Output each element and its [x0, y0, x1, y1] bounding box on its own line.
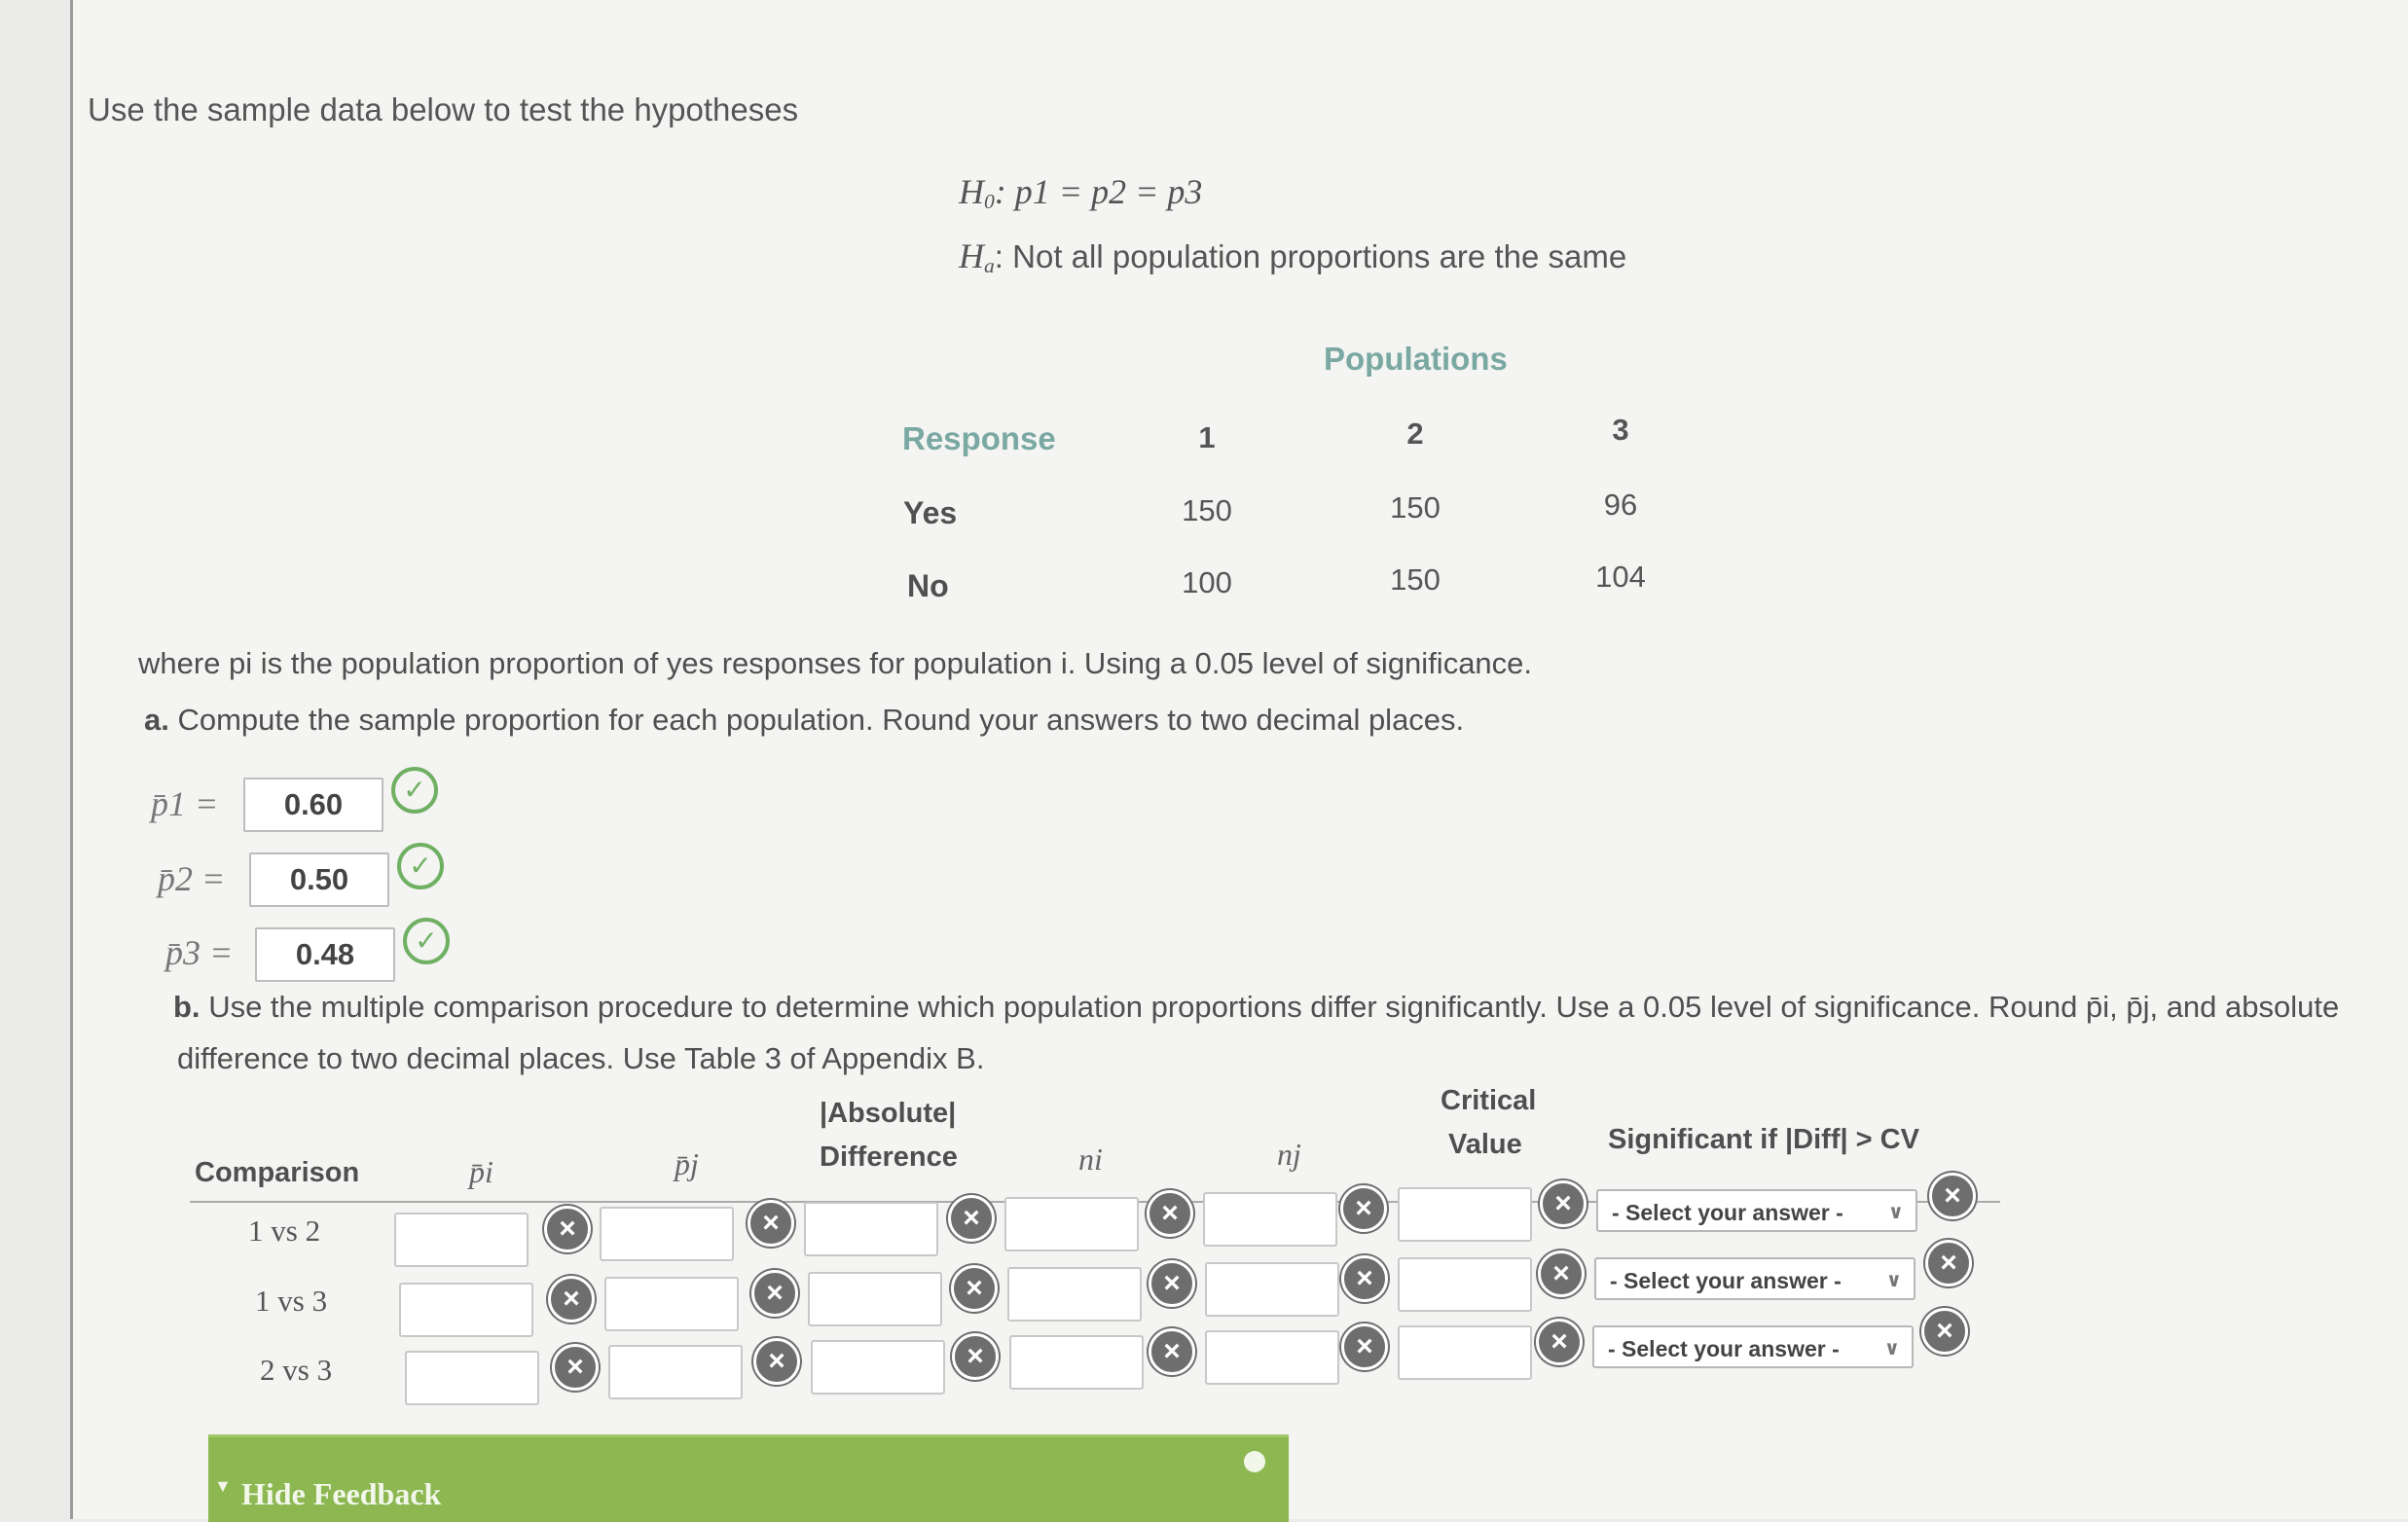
incorrect-icon: × [951, 1265, 998, 1312]
significance-header: Significant if |Diff| > CV [1608, 1124, 1919, 1155]
row-label-no: No [907, 568, 949, 603]
comparison-label-1vs2: 1 vs 2 [248, 1214, 321, 1248]
where-text: where pi is the population proportion of yes responses for population i. Using a 0.05 level of significance. [138, 646, 1533, 680]
hide-feedback-bar[interactable] [208, 1434, 1289, 1522]
col-header-2: 2 [1406, 417, 1424, 451]
part-b-text: Use the multiple comparison procedure to determine which population proportions differ significantly. Use a 0.05 level of significance. Round p̄i, p̄j, and absolute [208, 990, 2340, 1024]
pi-input-1vs2[interactable] [394, 1213, 529, 1267]
p2-label: p̄2 = [158, 859, 226, 898]
absdiff-header-1: |Absolute| [820, 1098, 957, 1129]
incorrect-icon: × [544, 1206, 591, 1252]
nj-input-1vs2[interactable] [1203, 1192, 1337, 1247]
absdiff-input-2vs3[interactable] [811, 1340, 945, 1395]
pi-input-2vs3[interactable] [405, 1351, 539, 1405]
comparison-label-1vs3: 1 vs 3 [255, 1284, 328, 1318]
check-icon: ✓ [397, 843, 444, 889]
select-placeholder: - Select your answer - [1612, 1200, 1843, 1225]
h0-subscript: 0 [984, 190, 995, 213]
absdiff-header-2: Difference [820, 1142, 958, 1173]
check-icon: ✓ [391, 767, 438, 814]
pj-input-1vs2[interactable] [600, 1207, 734, 1261]
p3-label: p̄3 = [165, 933, 234, 972]
pj-header: p̄j [675, 1146, 699, 1181]
nj-header: nj [1277, 1137, 1301, 1172]
significance-select-1vs3[interactable] [1594, 1257, 1915, 1300]
incorrect-icon: × [1925, 1240, 1972, 1286]
part-b-prompt [173, 990, 2339, 1025]
populations-header: Populations [1324, 341, 1508, 377]
check-icon: ✓ [403, 918, 450, 964]
comparison-label-2vs3: 2 vs 3 [260, 1353, 333, 1387]
significance-select-1vs2[interactable] [1596, 1189, 1917, 1232]
incorrect-icon: × [1538, 1250, 1585, 1297]
part-a-text: Compute the sample proportion for each population. Round your answers to two decimal places. [177, 703, 1465, 737]
cv-header-2: Value [1448, 1129, 1522, 1160]
ni-input-1vs2[interactable] [1004, 1197, 1139, 1251]
absdiff-input-1vs3[interactable] [808, 1272, 942, 1326]
p3-answer-field[interactable]: 0.48 [255, 927, 395, 982]
h0-expression: : p1 = p2 = p3 [994, 172, 1203, 211]
cv-header-1: Critical [1441, 1085, 1537, 1116]
part-a-label: a. [144, 703, 169, 737]
incorrect-icon: × [1929, 1173, 1976, 1219]
incorrect-icon: × [751, 1270, 798, 1317]
ha-subscript: a [984, 254, 995, 277]
incorrect-icon: × [948, 1195, 995, 1242]
absdiff-input-1vs2[interactable] [804, 1202, 938, 1256]
p2-answer-field[interactable]: 0.50 [249, 852, 389, 907]
hide-feedback-label: Hide Feedback [241, 1476, 442, 1511]
incorrect-icon: × [748, 1200, 794, 1247]
null-hypothesis [959, 171, 1202, 214]
pi-input-1vs3[interactable] [399, 1283, 533, 1337]
incorrect-icon: × [952, 1333, 999, 1380]
incorrect-icon: × [1341, 1323, 1388, 1370]
ni-input-1vs3[interactable] [1007, 1267, 1142, 1322]
incorrect-icon: × [1149, 1328, 1195, 1375]
incorrect-icon: × [548, 1276, 595, 1323]
chevron-down-icon: ∨ [1887, 1202, 1904, 1223]
incorrect-icon: × [1540, 1180, 1587, 1227]
pi-header: p̄i [469, 1154, 493, 1189]
chevron-down-icon: ∨ [1885, 1270, 1902, 1291]
part-b-text-2: difference to two decimal places. Use Table 3 of Appendix B. [177, 1041, 985, 1075]
pj-input-1vs3[interactable] [604, 1277, 739, 1331]
incorrect-icon: × [1921, 1308, 1968, 1355]
cv-input-2vs3[interactable] [1398, 1325, 1532, 1380]
nj-input-2vs3[interactable] [1205, 1330, 1339, 1385]
intro-text: Use the sample data below to test the hypotheses [88, 91, 799, 127]
ni-input-2vs3[interactable] [1009, 1335, 1144, 1390]
select-placeholder: - Select your answer - [1608, 1336, 1840, 1361]
ha-text: : Not all population proportions are the same [994, 238, 1627, 274]
incorrect-icon: × [1536, 1319, 1583, 1365]
significance-select-2vs3[interactable] [1592, 1325, 1914, 1368]
p1-label: p̄1 = [151, 784, 219, 823]
pj-input-2vs3[interactable] [608, 1345, 743, 1399]
cell-yes-2: 150 [1390, 490, 1441, 525]
incorrect-icon: × [1147, 1190, 1193, 1237]
select-placeholder: - Select your answer - [1610, 1268, 1842, 1293]
h0-symbol: H [959, 172, 984, 211]
comparison-header: Comparison [195, 1157, 360, 1188]
response-header: Response [902, 420, 1056, 456]
part-b-label: b. [173, 990, 201, 1024]
cv-input-1vs3[interactable] [1398, 1257, 1532, 1312]
cell-no-2: 150 [1390, 562, 1441, 597]
pencil-icon [1244, 1451, 1265, 1472]
part-a-prompt [144, 703, 1464, 738]
incorrect-icon: × [1149, 1260, 1195, 1307]
row-label-yes: Yes [903, 495, 958, 530]
alternative-hypothesis [959, 236, 1626, 278]
cell-no-3: 104 [1595, 560, 1646, 594]
col-header-1: 1 [1198, 420, 1216, 454]
incorrect-icon: × [552, 1344, 599, 1391]
p1-answer-field[interactable]: 0.60 [243, 778, 383, 832]
incorrect-icon: × [1340, 1185, 1387, 1232]
incorrect-icon: × [753, 1338, 800, 1385]
nj-input-1vs3[interactable] [1205, 1262, 1339, 1317]
col-header-3: 3 [1612, 413, 1629, 447]
ni-header: ni [1078, 1142, 1103, 1177]
incorrect-icon: × [1341, 1255, 1388, 1302]
cv-input-1vs2[interactable] [1398, 1187, 1532, 1242]
collapse-triangle-icon: ▼ [214, 1476, 232, 1496]
cell-yes-3: 96 [1603, 488, 1638, 522]
ha-symbol: H [959, 236, 984, 275]
chevron-down-icon: ∨ [1883, 1338, 1900, 1359]
cell-no-1: 100 [1182, 565, 1232, 599]
cell-yes-1: 150 [1182, 493, 1232, 527]
